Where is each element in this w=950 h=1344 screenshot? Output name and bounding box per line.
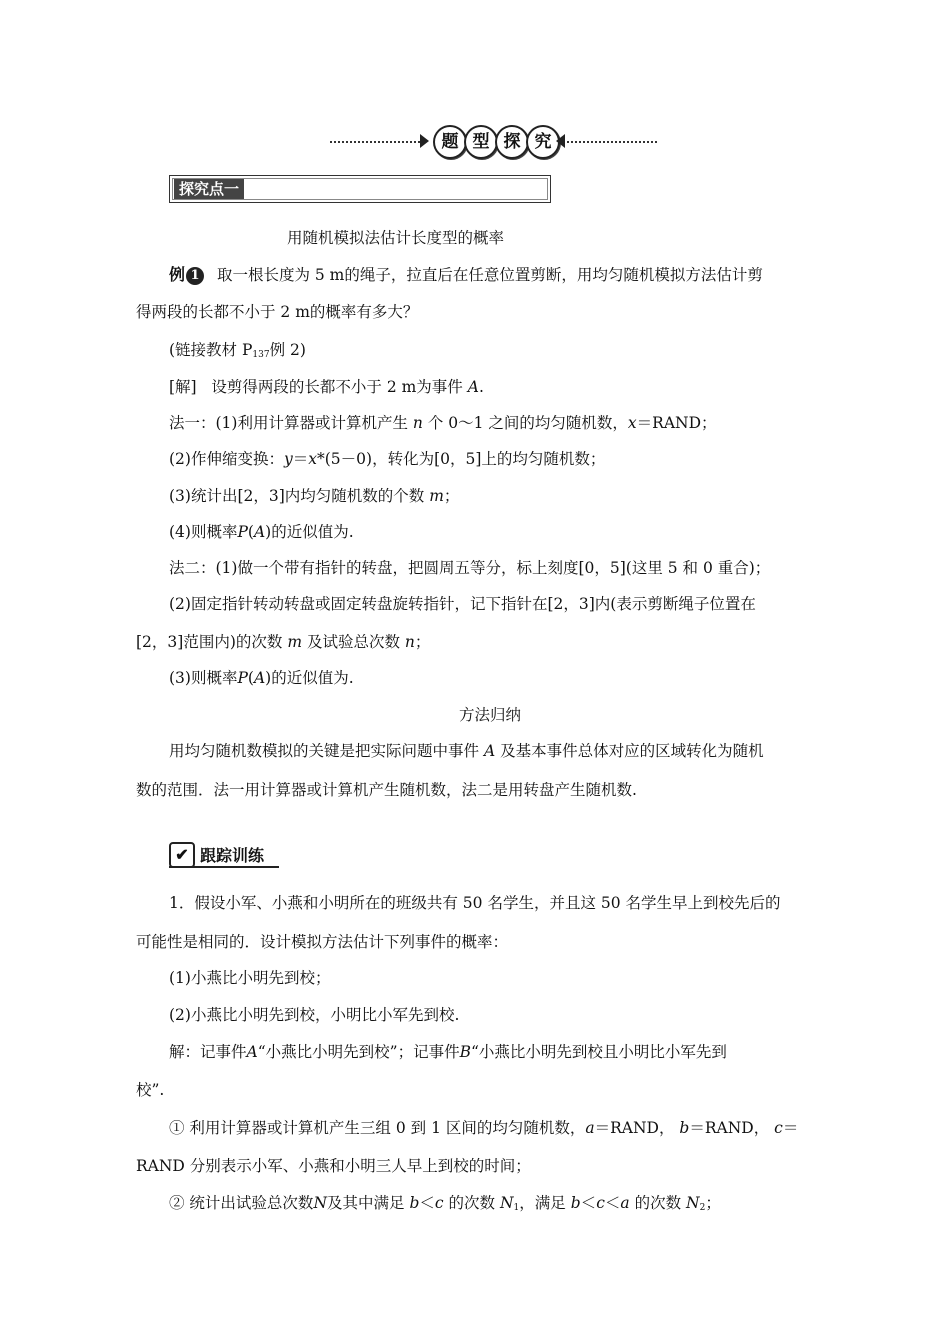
summary-line-2: 数的范围．法一用计算器或计算机产生随机数，法二是用转盘产生随机数. [136, 781, 637, 799]
tracking-title: 跟踪训练 [200, 846, 265, 865]
method2-step2: (2)固定指针转动转盘或固定转盘旋转指针，记下指针在[2，3]内(表示剪断绳子位置在 [169, 595, 756, 613]
problem1-item-2: (2)小燕比小明先到校，小明比小军先到校. [169, 1006, 460, 1024]
point-title: 用随机模拟法估计长度型的概率 [287, 229, 505, 247]
section-char-2: 型 [464, 125, 498, 159]
problem1-step-1-cont: RAND 分别表示小军、小燕和小明三人早上到校的时间； [136, 1157, 531, 1175]
summary-title: 方法归纳 [459, 706, 522, 724]
solution-tag: [解] [169, 378, 197, 396]
section-char-3: 探 [495, 125, 529, 159]
example-line-1 [169, 265, 763, 285]
problem1-item-1: (1)小燕比小明先到校； [169, 969, 331, 987]
problem1-line-2: 可能性是相同的．设计模拟方法估计下列事件的概率： [136, 933, 509, 951]
right-dotted-line [567, 141, 657, 143]
method2-step1: 法二：(1)做一个带有指针的转盘，把圆周五等分，标上刻度[0，5](这里 5 和 0 重合)； [169, 559, 771, 577]
textbook-link: (链接教材 $P_{137}$例 2) [169, 341, 306, 360]
method1-step4: (4)则概率P(A)的近似值为. [169, 523, 354, 541]
method1-step2: (2)作伸缩变换：y＝x*(5－0)，转化为[0，5]上的均匀随机数； [169, 450, 606, 468]
problem1-solution-1: 解：记事件A“小燕比小明先到校”；记事件B“小燕比小明先到校且小明比小军先到 [169, 1043, 727, 1061]
method2-step2-cont: [2，3]范围内)的次数 m 及试验总次数 n； [136, 633, 431, 651]
exploration-point-box [169, 175, 551, 203]
problem1-step-1: ① 利用计算器或计算机产生三组 0 到 1 区间的均匀随机数，a＝RAND， b＝RAND， c＝ [169, 1119, 799, 1137]
summary-line-1: 用均匀随机数模拟的关键是把实际问题中事件 A 及基本事件总体对应的区域转化为随机 [169, 742, 764, 760]
example-number-icon: 1 [186, 267, 204, 285]
solution-intro: [解] 设剪得两段的长都不小于 2 m为事件 A. [169, 378, 484, 396]
exploration-point-label: 探究点一 [174, 179, 244, 199]
example-line-2: 得两段的长都不小于 2 m的概率有多大？ [136, 303, 419, 321]
problem1-step-2: ② 统计出试验总次数N及其中满足 b＜c 的次数 $N_1$，满足 b＜c＜a 的次数 $N_2$； [169, 1194, 721, 1213]
section-char-4: 究 [526, 125, 560, 159]
tracking-underline [169, 866, 279, 868]
problem1-solution-2: 校”. [136, 1081, 165, 1099]
section-char-1: 题 [433, 125, 467, 159]
method1-step3: (3)统计出[2，3]内均匀随机数的个数 m； [169, 487, 460, 505]
left-arrow-icon [420, 134, 429, 148]
method2-step3: (3)则概率P(A)的近似值为. [169, 669, 354, 687]
left-dotted-line [330, 141, 420, 143]
method1-step1: 法一：(1)利用计算器或计算机产生 n 个 0～1 之间的均匀随机数，x＝RAND； [169, 414, 717, 432]
problem1-line-1: 1．假设小军、小燕和小明所在的班级共有 50 名学生，并且这 50 名学生早上到校先后的 [169, 894, 781, 912]
checkmark-icon: ✔ [169, 842, 195, 868]
right-arrow-icon [556, 134, 565, 148]
example-badge: 例 1 [169, 265, 204, 285]
example-text-1: 取一根长度为 5 m的绳子，拉直后在任意位置剪断，用均匀随机模拟方法估计剪 [216, 266, 763, 284]
